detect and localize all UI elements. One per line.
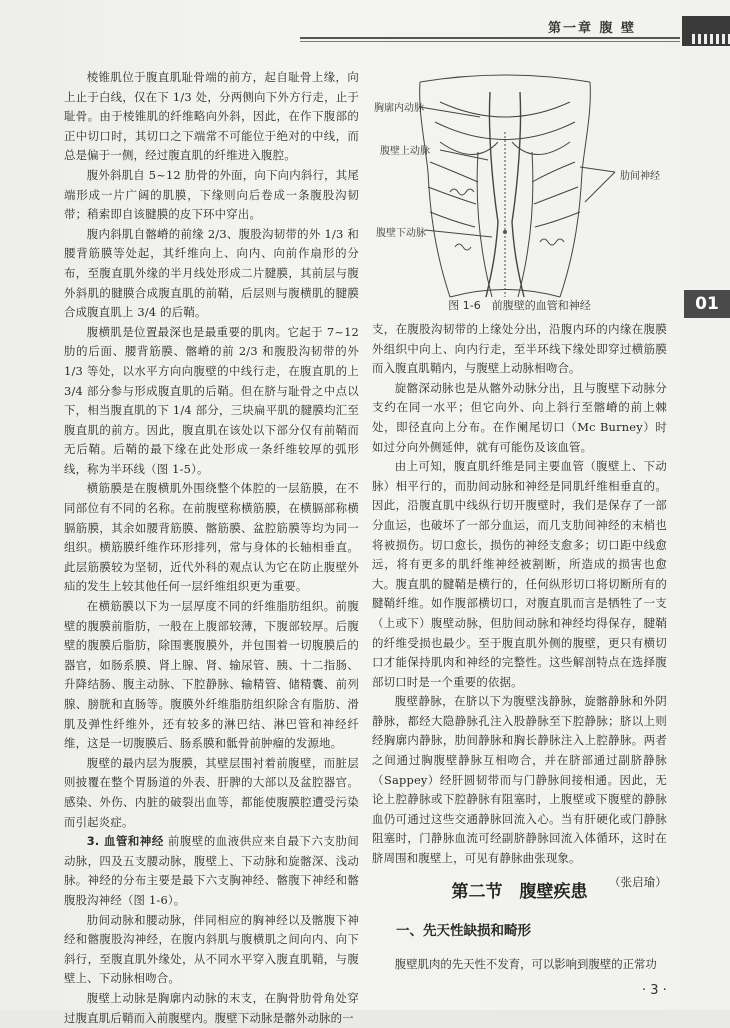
paragraph-text: 横筋膜是在腹横肌外围绕整个体腔的一层筋膜，在不同部位有不同的名称。在前腹壁称横筋膜，在横膈部称横膈筋膜，其余如腰背筋膜、髂筋膜、盆腔筋膜等均为同一组织。横筋膜纤维作环形排列，常与身体的长轴相垂直。此层筋膜较为坚韧，近代外科的观点认为它在防止腹壁外疝的发生上较其他任何一层纤维组织更为重要。 — [64, 481, 359, 594]
header-rule — [300, 37, 680, 39]
author-credit: （张启瑜） — [609, 874, 667, 889]
body-paragraph — [64, 597, 359, 754]
running-header: 第一章 腹 壁 — [548, 21, 637, 36]
left-column — [64, 68, 359, 1028]
body-paragraph — [64, 479, 359, 597]
body-paragraph — [64, 754, 359, 832]
paragraph-text: 腹壁的最内层为腹膜，其壁层围衬着前腹壁，而脏层则披覆在整个胃肠道的外表、肝脾的大部以及盆腔器官。感染、外伤、内脏的破裂出血等，都能使腹膜腔遭受污染而引起炎症。 — [64, 755, 359, 829]
body-paragraph — [64, 166, 359, 225]
figure-caption: 图 1-6 前腹壁的血管和神经 — [448, 299, 591, 312]
header-tab-marker — [682, 16, 730, 46]
body-paragraph — [64, 68, 359, 166]
body-paragraph — [64, 225, 359, 323]
paragraph-text: 旋髂深动脉也是从髂外动脉分出，且与腹壁下动脉分支约在同一水平；但它向外、向上斜行至髂嵴的前上棘处，即径直向上分布。在作阑尾切口（Mc Burney）时如过分向外侧延伸，就有可能伤及该血管。 — [372, 380, 667, 454]
subheading-lead: 3. 血管和神经 — [86, 834, 164, 849]
body-paragraph — [372, 692, 667, 868]
paragraph-text: 腹壁上动脉是胸廓内动脉的末支，在胸骨肋骨角处穿过腹直肌后鞘而入前腹壁内。腹壁下动脉是髂外动脉的一 — [64, 990, 359, 1025]
page-number: · 3 · — [642, 983, 667, 998]
body-paragraph — [372, 457, 667, 692]
body-paragraph — [372, 320, 667, 379]
label-inferior-epigastric-artery: 腹壁下动脉 — [376, 228, 426, 239]
figure-abdominal-wall — [374, 72, 660, 308]
body-paragraph — [64, 832, 359, 910]
paragraph-text: 前腹壁的血液供应来自最下六支肋间动脉，四及五支腰动脉，腹壁上、下动脉和旋髂深、浅动脉。神经的分布主要是最下六支胸神经、髂腹下神经和髂腹股沟神经（图 1-6）。 — [64, 834, 359, 907]
paragraph-text: 棱锥肌位于腹直肌耻骨端的前方，起自耻骨上缘，向上止于白线，仅在下 1/3 处，分两侧向下外方行走，止于耻骨。由于棱锥肌的纤维略向外斜，因此，在作下腹部的正中切口时，其切口之下端常不可能位于绝对的中线，而总是偏于一侧，经过腹直肌的纤维进入腹腔。 — [64, 70, 359, 163]
section-intro-paragraph: 腹壁肌肉的先天性不发育，可以影响到腹壁的正常功 — [394, 957, 657, 971]
body-paragraph — [64, 323, 359, 480]
chapter-tab: 01 — [684, 290, 730, 318]
label-internal-thoracic-artery: 胸廓内动脉 — [374, 103, 424, 114]
label-superior-epigastric-artery: 腹壁上动脉 — [380, 146, 430, 157]
paragraph-text: 肋间动脉和腰动脉，伴同相应的胸神经以及髂腹下神经和髂腹股沟神经，在腹内斜肌与腹横肌之间向内、向下斜行，至腹直肌外缘处，从不同水平穿入腹直肌鞘，与腹壁上、下动脉相吻合。 — [64, 912, 359, 986]
body-paragraph — [64, 989, 359, 1028]
paragraph-text: 由上可知，腹直肌纤维是同主要血管（腹壁上、下动脉）相平行的，而肋间动脉和神经是同肌纤维相垂直的。因此，沿腹直肌中线纵行切开腹壁时，我们是保存了一部分血运，也破坏了一部分血运，而几支肋间神经的末梢也将被损伤。切口愈长，损伤的神经支愈多；切口距中线愈远，将有更多的肌纤维神经被割断，所造成的损害也愈大。腹直肌的腱鞘是横行的，任何纵形切口将切断所有的腱鞘纤维。如作腹部横切口，对腹直肌而言是牺牲了一支（上或下）腹壁动脉，但肋间动脉和神经均得保存，腱鞘的纤维受损也最少。至于腹直肌外侧的腹壁，更只有横切口才能保持肌肉和神经的完整性。这些解剖特点在选择腹部切口时是一个重要的依据。 — [372, 459, 667, 689]
subsection-title: 一、先天性缺损和畸形 — [396, 923, 531, 939]
section-title: 第二节 腹壁疾患 — [451, 882, 588, 902]
body-paragraph — [372, 379, 667, 457]
paragraph-text: 腹横肌是位置最深也是最重要的肌肉。它起于 7~12 肋的后面、腰背筋膜、髂嵴的前 2/3 和腹股沟韧带的外 1/3 等处，以水平方向向腹壁的中线行走，在腹直肌的上 3/4 部分参与形成腹直肌的后鞘。但在脐与耻骨之中点以下，相当腹直肌的下 1/4 部分，三块扁平肌的腱膜均汇至腹直肌的前方。因此，腹直肌在该处以下部分仅有前鞘而无后鞘。后鞘的最下缘在此处形成一条纤维较厚的弧形线，称为半环线（图 1-5）。 — [64, 324, 359, 476]
paragraph-text: 支，在腹股沟韧带的上缘处分出，沿腹内环的内缘在腹膜外组织中向上、向内行走，至半环线下缘处即穿过横筋膜而入腹直肌鞘内，与腹壁上动脉相吻合。 — [372, 322, 667, 376]
body-paragraph — [64, 911, 359, 989]
header-rule-thin — [300, 41, 680, 42]
right-column — [372, 320, 667, 892]
paragraph-text: 在横筋膜以下为一层厚度不同的纤维脂肪组织。前腹壁的腹膜前脂肪，一般在上腹部较薄，下腹部较厚。后腹壁的腹膜后脂肪，除围裹腹膜外，并包围着一切腹膜后的器官，如肠系膜、肾上腺、肾、输尿管、胰、十二指肠、升降结肠、腹主动脉、下腔静脉、输精管、储精囊、前列腺、膀胱和直肠等。腹膜外纤维脂肪组织除含有脂肪、滑肌及弹性纤维外，还有较多的淋巴结、淋巴管和神经纤维，这是一切腹膜后、肠系膜和骶骨前肿瘤的发源地。 — [64, 599, 359, 751]
label-intercostal-nerves: 肋间神经 — [620, 171, 660, 182]
paragraph-text: 腹外斜肌自 5~12 肋骨的外面，向下向内斜行，其尾端形成一片广阔的肌膜，下缘则向后卷成一条腹股沟韧带；稍索即自该腱膜的皮下环中穿出。 — [64, 167, 359, 222]
paragraph-text: 腹壁静脉，在脐以下为腹壁浅静脉，旋髂静脉和外阴静脉，都经大隐静脉孔注入股静脉至下腔静脉；脐以上则经胸廓内静脉，肋间静脉和胸长静脉注入上腔静脉。两者之间通过胸腹壁静脉互相吻合，并在脐部通过副脐静脉（Sappey）经肝圆韧带而与门静脉间接相通。因此，无论上腔静脉或下腔静脉有阻塞时，上腹壁或下腹壁的静脉血仍可通过这些交通静脉回流入心。当有肝硬化或门静脉阻塞时，门静脉血流可经副脐静脉回流入体循环，这时在脐周围和腹壁上，可见有静脉曲张现象。 — [372, 694, 667, 866]
paragraph-text: 腹内斜肌自髂嵴的前缘 2/3、腹股沟韧带的外 1/3 和腰背筋膜等处起，其纤维向上、向内、向前作扇形的分布，至腹直肌外缘的半月线处形成二片腱膜，其前层与腹外斜肌的腱膜合成腹直肌的前鞘，后层则与腹横肌的腱膜合成腹直肌上 3/4 的后鞘。 — [64, 226, 359, 320]
